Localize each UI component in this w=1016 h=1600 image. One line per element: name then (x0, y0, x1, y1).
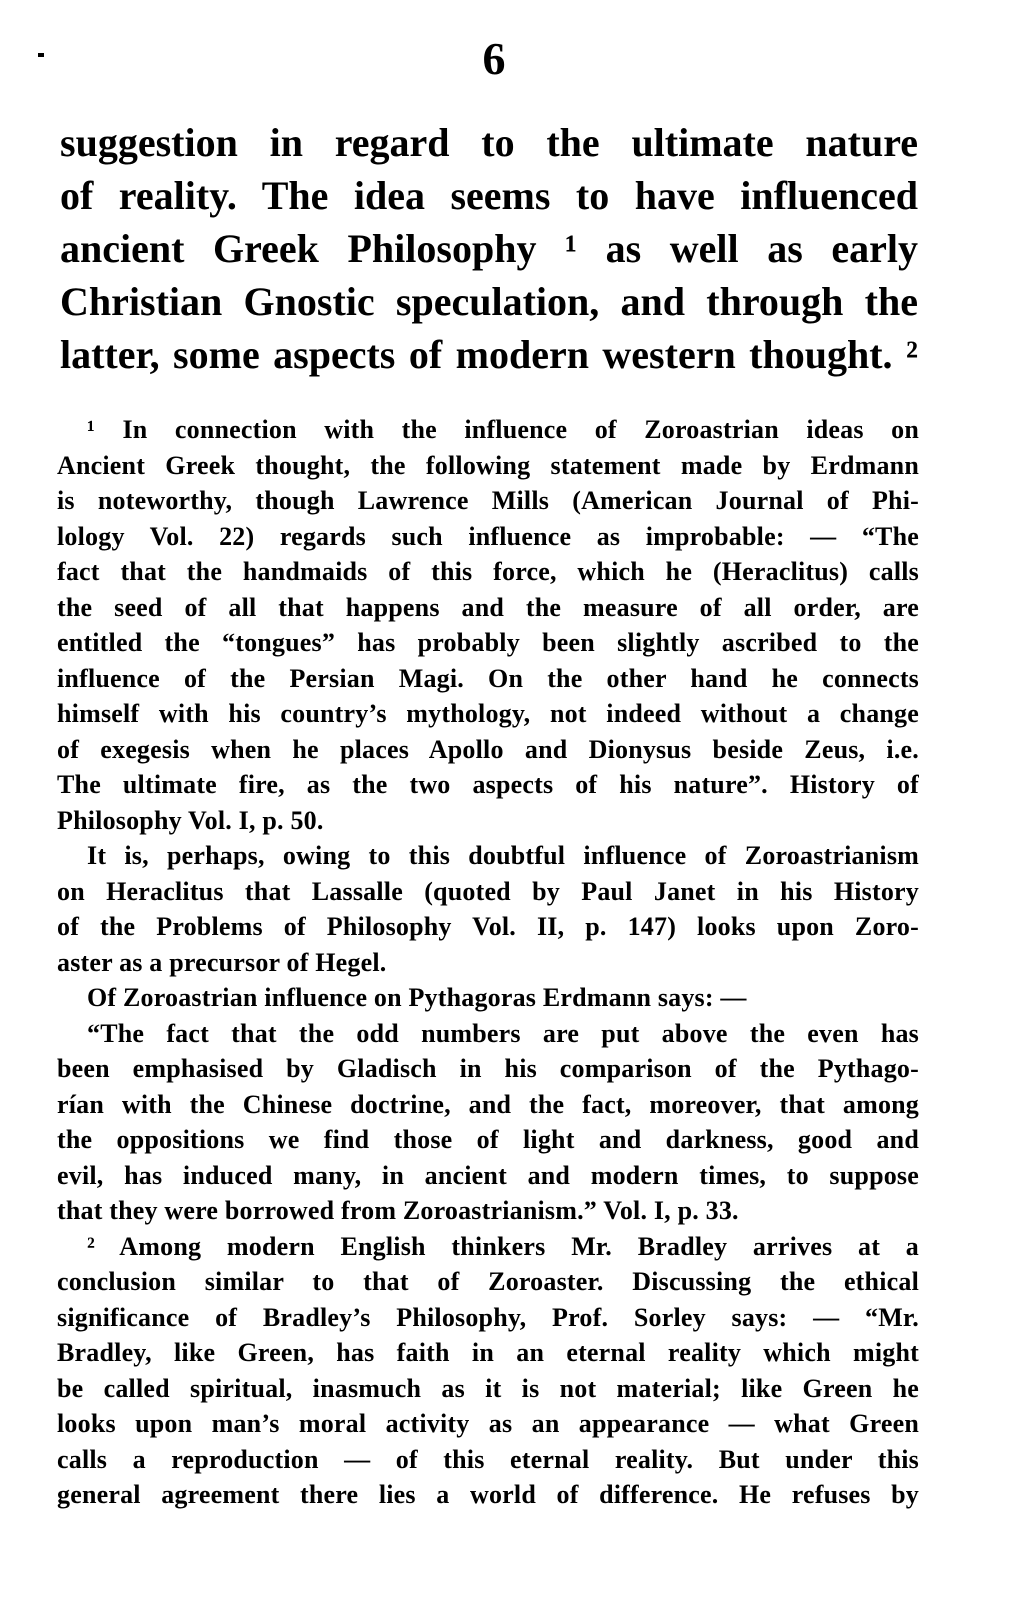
footnote-line: It is, perhaps, owing to this doubtful influence of Zoroastrianism (87, 841, 919, 870)
footnote-line: that they were borrowed from Zoroastrianism.” Vol. I, p. 33. (57, 1196, 739, 1225)
footnotes-block (57, 412, 919, 1513)
footnote-2 (57, 1229, 919, 1513)
footnote-line: been emphasised by Gladisch in his comparison of the Pythago- (57, 1054, 919, 1083)
text-line: of reality. The idea seems to have influenced (60, 173, 918, 218)
footnote-line: on Heraclitus that Lassalle (quoted by Paul Janet in his History (57, 876, 919, 906)
footnote-line: Of Zoroastrian influence on Pythagoras Erdmann says: — (87, 983, 747, 1012)
footnote-line: ² Among modern English thinkers Mr. Bradley arrives at a (87, 1231, 919, 1261)
text-line: ancient Greek Philosophy ¹ as well as early (60, 226, 918, 271)
footnote-1 (57, 412, 919, 1229)
footnote-line: of exegesis when he places Apollo and Dionysus beside Zeus, i.e. (57, 734, 919, 764)
footnote-line: The ultimate fire, as the two aspects of his nature”. History of (57, 770, 919, 799)
footnote-line: conclusion similar to that of Zoroaster. Discussing the ethical (57, 1267, 919, 1296)
footnote-line: of the Problems of Philosophy Vol. II, p. 147) looks upon Zoro- (57, 912, 919, 941)
footnote-line: is noteworthy, though Lawrence Mills (American Journal of Phi- (57, 486, 919, 515)
footnote-line: “The fact that the odd numbers are put above the even has (87, 1018, 919, 1048)
footnote-line: significance of Bradley’s Philosophy, Prof. Sorley says: — “Mr. (57, 1302, 919, 1332)
footnote-line: evil, has induced many, in ancient and modern times, to suppose (57, 1160, 919, 1190)
footnote-line: looks upon man’s moral activity as an appearance — what Green (57, 1409, 919, 1438)
main-paragraph (60, 116, 918, 381)
footnote-line: himself with his country’s mythology, not indeed without a change (57, 699, 919, 728)
page-number: 6 (482, 33, 506, 84)
footnote-line: rían with the Chinese doctrine, and the fact, moreover, that among (57, 1089, 919, 1119)
footnote-line: the oppositions we find those of light and darkness, good and (57, 1125, 919, 1154)
text-line: suggestion in regard to the ultimate nature (60, 120, 918, 165)
footnote-line: Philosophy Vol. I, p. 50. (57, 805, 324, 835)
footnote-line: general agreement there lies a world of difference. He refuses by (57, 1480, 919, 1509)
footnote-line: entitled the “tongues” has probably been slightly ascribed to the (57, 628, 919, 657)
footnote-line: lology Vol. 22) regards such influence as improbable: — “The (57, 521, 919, 551)
footnote-line: be called spiritual, inasmuch as it is not material; like Green he (57, 1373, 919, 1403)
footnote-line: the seed of all that happens and the measure of all order, are (57, 592, 919, 622)
footnote-line: Bradley, like Green, has faith in an eternal reality which might (57, 1338, 919, 1367)
footnote-line: Ancient Greek thought, the following statement made by Erdmann (57, 450, 919, 480)
footnote-line: ¹ In connection with the influence of Zoroastrian ideas on (87, 415, 919, 444)
text-line: Christian Gnostic speculation, and through the (60, 279, 918, 324)
text-line: latter, some aspects of modern western thought. ² (60, 332, 918, 377)
footnote-line: aster as a precursor of Hegel. (57, 947, 387, 977)
footnote-line: calls a reproduction — of this eternal reality. But under this (57, 1444, 919, 1474)
footnote-line: fact that the handmaids of this force, which he (Heraclitus) calls (57, 557, 919, 586)
footnote-line: influence of the Persian Magi. On the other hand he connects (57, 663, 919, 693)
